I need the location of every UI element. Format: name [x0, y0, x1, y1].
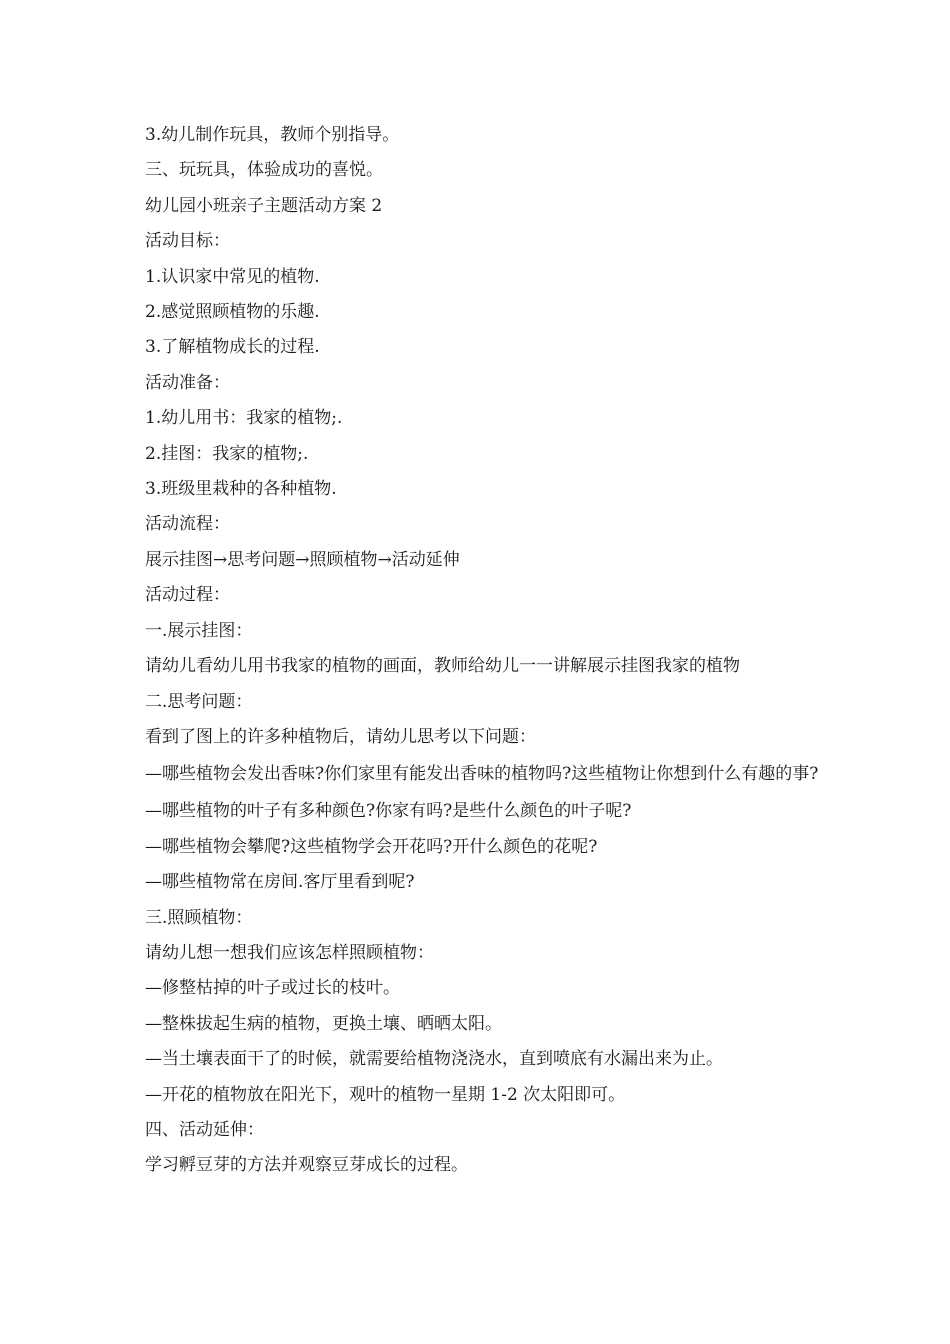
list-item: 2.挂图：我家的植物;. — [145, 443, 309, 464]
text-line: 看到了图上的许多种植物后，请幼儿思考以下问题： — [145, 726, 536, 747]
list-item: —开花的植物放在阳光下，观叶的植物一星期 1-2 次太阳即可。 — [145, 1084, 626, 1105]
section-heading: 三、玩玩具，体验成功的喜悦。 — [145, 160, 383, 181]
list-item: —哪些植物的叶子有多种颜色?你家有吗?是些什么颜色的叶子呢? — [145, 801, 632, 822]
document-title: 幼儿园小班亲子主题活动方案 2 — [145, 195, 383, 216]
text-line: 展示挂图→思考问题→照顾植物→活动延伸 — [145, 549, 460, 570]
list-item: 3.了解植物成长的过程. — [145, 337, 320, 358]
text-line: 3.幼儿制作玩具，教师个别指导。 — [145, 125, 400, 145]
section-heading: 活动过程： — [145, 585, 230, 606]
list-item: —哪些植物常在房间.客厅里看到呢? — [145, 872, 415, 893]
section-heading: 一.展示挂图： — [145, 620, 253, 641]
section-heading: 二.思考问题： — [145, 691, 253, 712]
list-item: —当土壤表面干了的时候，就需要给植物浇浇水，直到喷底有水漏出来为止。 — [145, 1049, 723, 1070]
list-item: —修整枯掉的叶子或过长的枝叶。 — [145, 978, 400, 999]
section-heading: 四、活动延伸： — [145, 1119, 264, 1140]
list-item: 2.感觉照顾植物的乐趣. — [145, 302, 320, 323]
document-body — [145, 118, 825, 1184]
text-line: 学习孵豆芽的方法并观察豆芽成长的过程。 — [145, 1155, 468, 1176]
list-item: 1.认识家中常见的植物. — [145, 266, 320, 287]
text-line: 请幼儿想一想我们应该怎样照顾植物： — [145, 942, 434, 963]
section-heading: 活动目标： — [145, 231, 230, 252]
list-item: 1.幼儿用书：我家的植物;. — [145, 408, 343, 429]
list-item: —哪些植物会攀爬?这些植物学会开花吗?开什么颜色的花呢? — [145, 836, 598, 857]
section-heading: 活动准备： — [145, 372, 230, 393]
list-item: —哪些植物会发出香味?你们家里有能发出香味的植物吗?这些植物让你想到什么有趣的事? — [145, 764, 819, 785]
list-item: 3.班级里栽种的各种植物. — [145, 479, 337, 500]
list-item: —整株拔起生病的植物，更换土壤、晒晒太阳。 — [145, 1013, 502, 1034]
section-heading: 活动流程： — [145, 514, 230, 535]
section-heading: 三.照顾植物： — [145, 907, 253, 928]
text-line: 请幼儿看幼儿用书我家的植物的画面，教师给幼儿一一讲解展示挂图我家的植物 — [145, 656, 740, 677]
